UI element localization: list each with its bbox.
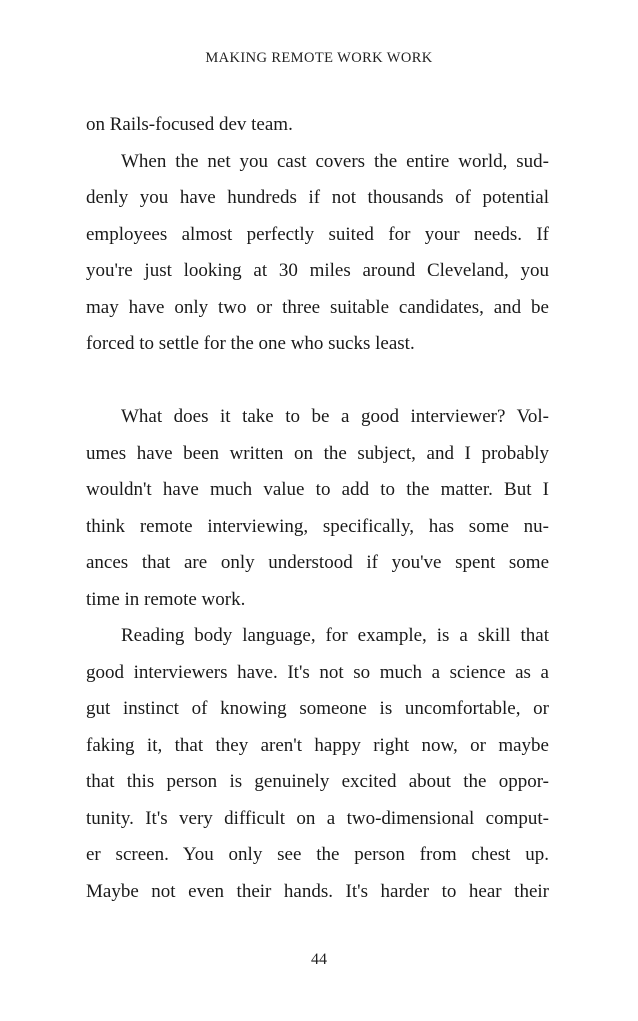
running-header-title: MAKING REMOTE WORK WORK: [205, 50, 433, 66]
text-line: When the net you cast covers the entire world, sud-: [121, 150, 549, 172]
text-line: faking it, that they aren't happy right now, or maybe: [86, 734, 549, 756]
paragraph-gap: [86, 363, 549, 400]
text-line: wouldn't have much value to add to the matter. But I: [86, 479, 549, 500]
text-line: time in remote work.: [86, 588, 246, 610]
page-number: 44: [311, 951, 327, 968]
text-line: denly you have hundreds if not thousands of potential: [86, 187, 549, 208]
text-line: forced to settle for the one who sucks least.: [86, 333, 415, 354]
text-line: ances that are only understood if you've spent some: [86, 552, 549, 573]
text-line: employees almost perfectly suited for your needs. If: [86, 223, 549, 245]
text-line: think remote interviewing, specifically, has some nu-: [86, 515, 549, 537]
text-line: gut instinct of knowing someone is uncomfortable, or: [86, 698, 549, 719]
text-line: umes have been written on the subject, and I probably: [86, 442, 549, 464]
text-line: Reading body language, for example, is a skill that: [121, 625, 549, 646]
page-body-text: [86, 107, 549, 910]
text-line: er screen. You only see the person from chest up.: [86, 844, 549, 865]
text-line: What does it take to be a good interviewer? Vol-: [121, 406, 549, 427]
text-line: Maybe not even their hands. It's harder to hear their: [86, 880, 549, 902]
text-line: may have only two or three suitable candidates, and be: [86, 296, 549, 318]
text-line: tunity. It's very difficult on a two-dimensional comput-: [86, 807, 549, 829]
text-line: good interviewers have. It's not so much a science as a: [86, 661, 549, 683]
text-line: on Rails-focused dev team.: [86, 114, 293, 135]
text-line: you're just looking at 30 miles around Cleveland, you: [86, 260, 549, 281]
text-line: that this person is genuinely excited about the oppor-: [86, 771, 549, 792]
